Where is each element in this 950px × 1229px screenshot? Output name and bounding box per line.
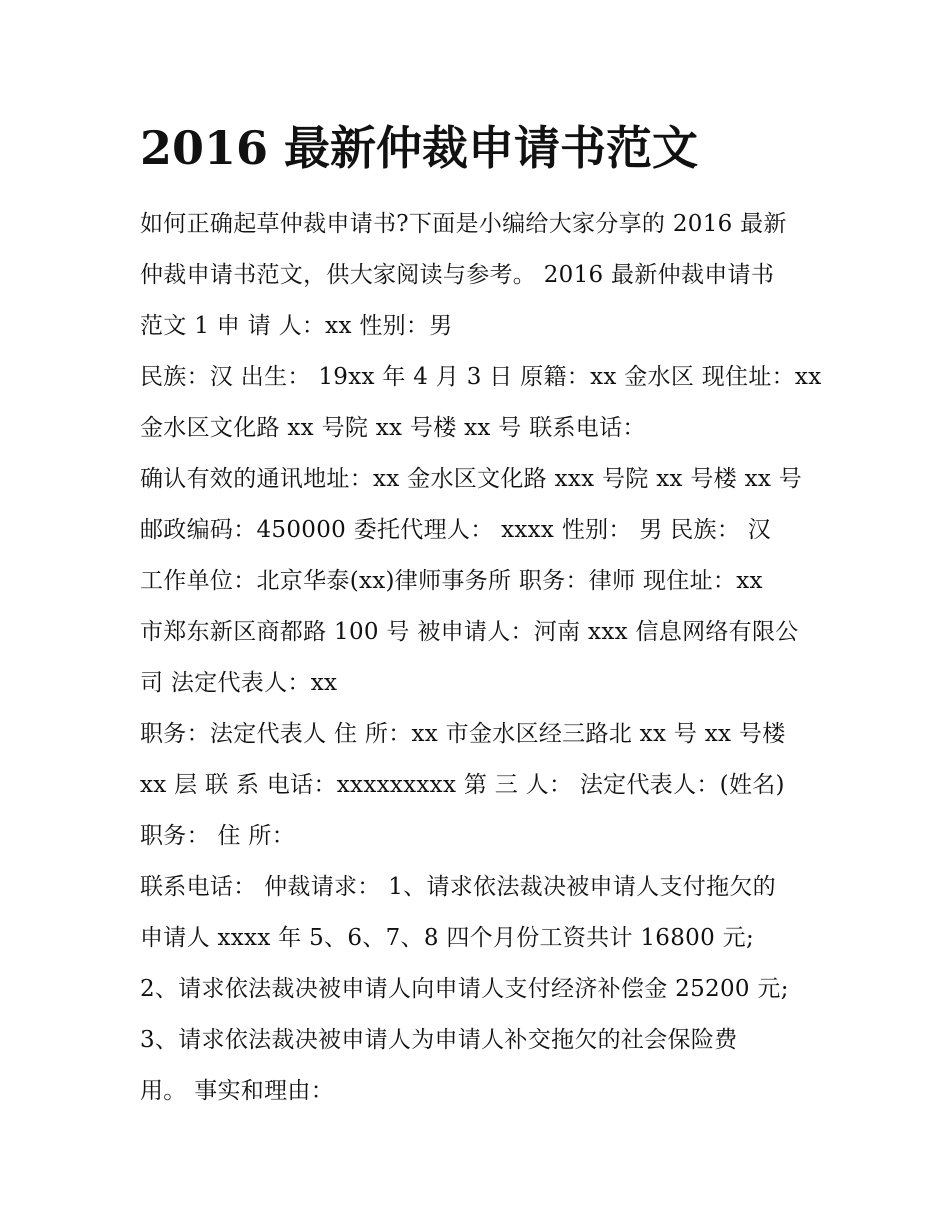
body-line: 金水区文化路 xx 号院 xx 号楼 xx 号 联系电话：: [140, 415, 646, 441]
body-line: 市郑东新区商都路 100 号 被申请人：河南 xxx 信息网络有限公: [140, 619, 799, 645]
body-line: xx 层 联 系 电话：xxxxxxxxx 第 三 人： 法定代表人：(姓名): [140, 772, 785, 798]
body-line: 申请人 xxxx 年 5、6、7、8 四个月份工资共计 16800 元;: [140, 925, 754, 951]
body-line: 仲裁申请书范文，供大家阅读与参考。 2016 最新仲裁申请书: [140, 262, 775, 288]
body-line: 用。 事实和理由：: [140, 1078, 335, 1104]
body-line: 民族：汉 出生： 19xx 年 4 月 3 日 原籍：xx 金水区 现住址：xx: [140, 364, 822, 390]
document-body: [140, 199, 820, 1117]
body-line: 职务：法定代表人 住 所：xx 市金水区经三路北 xx 号 xx 号楼: [140, 721, 786, 747]
body-line: 如何正确起草仲裁申请书?下面是小编给大家分享的 2016 最新: [140, 211, 787, 237]
body-line: 工作单位：北京华泰(xx)律师事务所 职务：律师 现住址：xx: [140, 568, 763, 594]
document-title: 2016 最新仲裁申请书范文: [140, 121, 699, 175]
body-line: 2、请求依法裁决被申请人向申请人支付经济补偿金 25200 元;: [140, 976, 789, 1002]
body-line: 范文 1 申 请 人：xx 性别：男: [140, 313, 453, 339]
body-line: 司 法定代表人：xx: [140, 670, 338, 696]
body-line: 联系电话： 仲裁请求： 1、请求依法裁决被申请人支付拖欠的: [140, 874, 776, 900]
body-line: 3、请求依法裁决被申请人为申请人补交拖欠的社会保险费: [140, 1027, 738, 1053]
body-line: 邮政编码：450000 委托代理人： xxxx 性别： 男 民族： 汉: [140, 517, 772, 543]
body-line: 职务： 住 所：: [140, 823, 296, 849]
body-line: 确认有效的通讯地址：xx 金水区文化路 xxx 号院 xx 号楼 xx 号: [140, 466, 803, 492]
